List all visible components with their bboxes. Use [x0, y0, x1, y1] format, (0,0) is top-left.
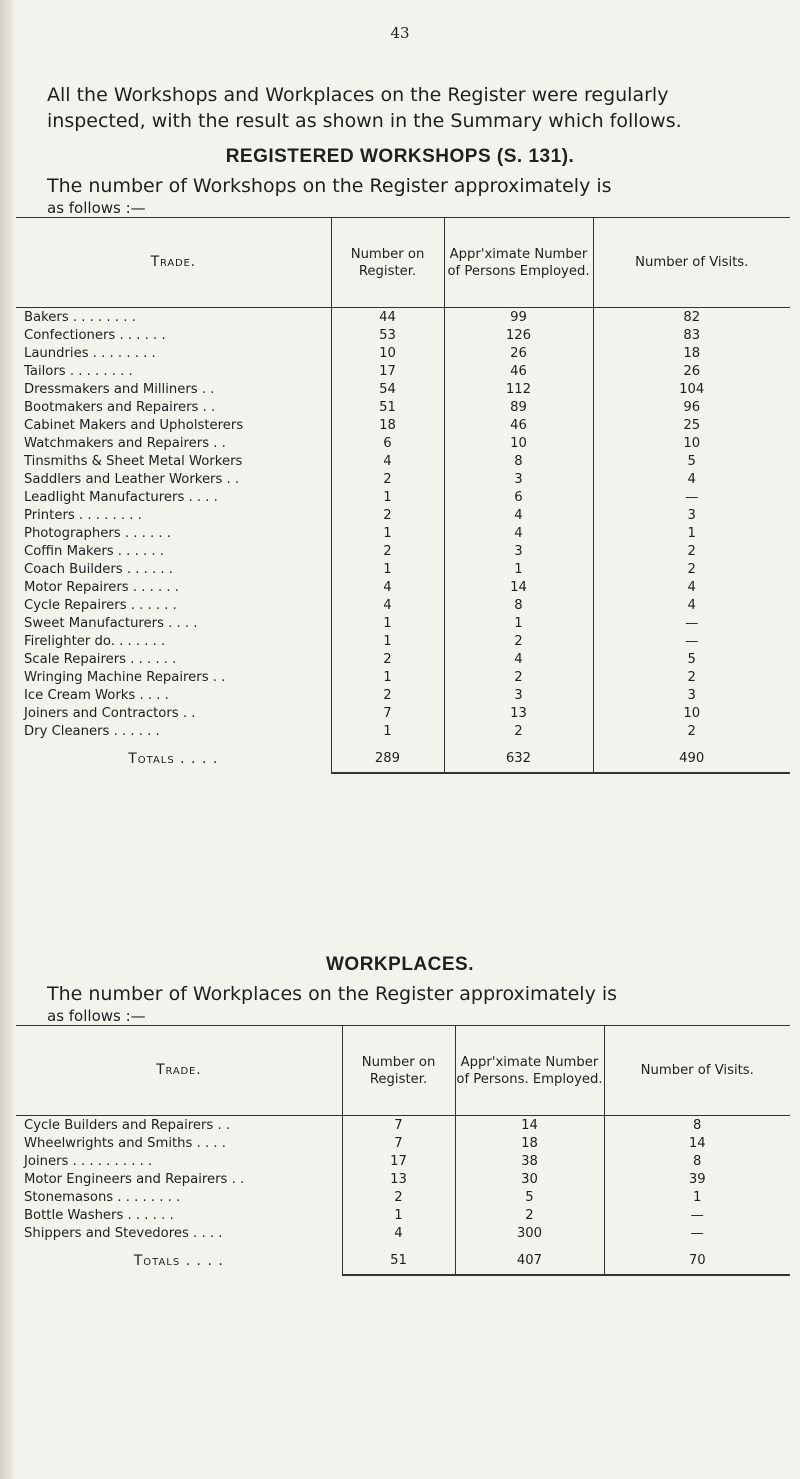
trade-cell: Bottle Washers . . . . . .: [24, 1207, 174, 1223]
column-header-visits: Number of Visits.: [593, 218, 790, 308]
register-count-cell: 2: [331, 650, 444, 668]
register-count-cell: 2: [331, 506, 444, 524]
visits-count-cell: 2: [593, 560, 790, 578]
table-row: [16, 416, 790, 434]
register-count-cell: 2: [342, 1188, 455, 1206]
trade-cell: Bakers . . . . . . . .: [24, 309, 136, 325]
register-count-cell: 2: [331, 542, 444, 560]
persons-count-cell: 3: [444, 542, 593, 560]
trade-cell: Dressmakers and Milliners . .: [24, 381, 215, 397]
visits-count-cell: 2: [593, 668, 790, 686]
register-count-cell: 44: [331, 308, 444, 327]
persons-count-cell: 89: [444, 398, 593, 416]
table-row: [16, 506, 790, 524]
table-row: [16, 344, 790, 362]
register-count-cell: 1: [331, 488, 444, 506]
workshops-heading: REGISTERED WORKSHOPS (S. 131).: [225, 146, 575, 167]
visits-count-cell: —: [604, 1224, 790, 1242]
intro-paragraph: All the Workshops and Workplaces on the Register were regularly inspected, with the result as shown in the Summary which follows.: [47, 84, 682, 132]
visits-count-cell: 26: [593, 362, 790, 380]
persons-count-cell: 5: [455, 1188, 604, 1206]
visits-count-total: 490: [593, 744, 790, 773]
column-header-visits: Number of Visits.: [604, 1026, 790, 1116]
persons-count-cell: 1: [444, 560, 593, 578]
trade-cell: Cabinet Makers and Upholsterers: [24, 417, 244, 433]
register-count-cell: 1: [331, 524, 444, 542]
register-count-cell: 7: [342, 1134, 455, 1152]
visits-count-cell: 5: [593, 650, 790, 668]
register-count-cell: 4: [342, 1224, 455, 1242]
trade-cell: Saddlers and Leather Workers . .: [24, 471, 240, 487]
table-row: [16, 722, 790, 740]
visits-count-cell: 10: [593, 434, 790, 452]
persons-count-cell: 6: [444, 488, 593, 506]
register-count-cell: 10: [331, 344, 444, 362]
visits-count-cell: 25: [593, 416, 790, 434]
table-row: [16, 380, 790, 398]
register-count-cell: 1: [342, 1206, 455, 1224]
persons-count-cell: 99: [444, 308, 593, 327]
totals-row: [16, 744, 790, 773]
visits-count-cell: 82: [593, 308, 790, 327]
register-count-cell: 4: [331, 596, 444, 614]
visits-count-cell: 4: [593, 578, 790, 596]
register-count-cell: 1: [331, 668, 444, 686]
persons-count-cell: 4: [444, 506, 593, 524]
register-count-cell: 51: [331, 398, 444, 416]
persons-count-cell: 46: [444, 416, 593, 434]
table-row: [16, 560, 790, 578]
page-binding-edge: [0, 0, 16, 1479]
persons-count-cell: 1: [444, 614, 593, 632]
table-row: [16, 452, 790, 470]
table-row: [16, 596, 790, 614]
table-header-row: [16, 218, 790, 308]
visits-count-cell: 1: [604, 1188, 790, 1206]
trade-cell: Leadlight Manufacturers . . . .: [24, 489, 218, 505]
visits-count-cell: 3: [593, 506, 790, 524]
visits-count-cell: 2: [593, 722, 790, 740]
register-count-cell: 7: [342, 1116, 455, 1135]
workplaces-lead: [47, 983, 757, 1027]
persons-count-cell: 46: [444, 362, 593, 380]
register-count-total: 289: [331, 744, 444, 773]
visits-count-cell: 18: [593, 344, 790, 362]
persons-count-cell: 8: [444, 596, 593, 614]
table-row: [16, 1152, 790, 1170]
persons-count-cell: 2: [455, 1206, 604, 1224]
trade-cell: Joiners and Contractors . .: [24, 705, 196, 721]
register-count-cell: 4: [331, 578, 444, 596]
register-count-cell: 2: [331, 686, 444, 704]
register-count-cell: 54: [331, 380, 444, 398]
trade-cell: Dry Cleaners . . . . . .: [24, 723, 160, 739]
trade-cell: Scale Repairers . . . . . .: [24, 651, 177, 667]
persons-count-total: 632: [444, 744, 593, 773]
workshops-lead-text: The number of Workshops on the Register approximately is: [47, 175, 612, 197]
persons-count-total: 407: [455, 1246, 604, 1275]
table-row: [16, 488, 790, 506]
visits-count-cell: —: [593, 488, 790, 506]
table-row: [16, 1116, 790, 1135]
persons-count-cell: 112: [444, 380, 593, 398]
table-row: [16, 1134, 790, 1152]
trade-cell: Cycle Builders and Repairers . .: [24, 1117, 231, 1133]
totals-label: Totals . . . .: [128, 750, 219, 767]
visits-count-cell: 1: [593, 524, 790, 542]
totals-row: [16, 1246, 790, 1275]
visits-count-cell: 5: [593, 452, 790, 470]
trade-cell: Coffin Makers . . . . . .: [24, 543, 164, 559]
column-header-register: Number on Register.: [342, 1026, 455, 1116]
trade-cell: Printers . . . . . . . .: [24, 507, 142, 523]
visits-count-cell: 96: [593, 398, 790, 416]
persons-count-cell: 38: [455, 1152, 604, 1170]
column-header-trade: Trade.: [150, 254, 196, 270]
trade-cell: Bootmakers and Repairers . .: [24, 399, 216, 415]
column-header-persons: Appr'ximate Number of Persons. Employed.: [455, 1026, 604, 1116]
visits-count-cell: 2: [593, 542, 790, 560]
register-count-cell: 53: [331, 326, 444, 344]
table-row: [16, 704, 790, 722]
persons-count-cell: 2: [444, 722, 593, 740]
visits-count-cell: —: [593, 614, 790, 632]
persons-count-cell: 2: [444, 668, 593, 686]
totals-label: Totals . . . .: [133, 1252, 224, 1269]
register-count-cell: 17: [331, 362, 444, 380]
trade-cell: Photographers . . . . . .: [24, 525, 171, 541]
register-count-cell: 2: [331, 470, 444, 488]
visits-count-cell: 14: [604, 1134, 790, 1152]
table-row: [16, 434, 790, 452]
table-row: [16, 542, 790, 560]
workshops-lead: [47, 175, 757, 219]
register-count-cell: 7: [331, 704, 444, 722]
register-count-total: 51: [342, 1246, 455, 1275]
persons-count-cell: 4: [444, 524, 593, 542]
trade-cell: Confectioners . . . . . .: [24, 327, 166, 343]
page-number: 43: [390, 24, 410, 42]
register-count-cell: 6: [331, 434, 444, 452]
column-header-persons: Appr'ximate Number of Persons Employed.: [444, 218, 593, 308]
trade-cell: Coach Builders . . . . . .: [24, 561, 173, 577]
visits-count-cell: —: [593, 632, 790, 650]
visits-count-cell: 39: [604, 1170, 790, 1188]
register-count-cell: 4: [331, 452, 444, 470]
register-count-cell: 1: [331, 614, 444, 632]
trade-cell: Cycle Repairers . . . . . .: [24, 597, 177, 613]
table-row: [16, 686, 790, 704]
persons-count-cell: 8: [444, 452, 593, 470]
persons-count-cell: 26: [444, 344, 593, 362]
persons-count-cell: 3: [444, 470, 593, 488]
register-count-cell: 17: [342, 1152, 455, 1170]
trade-cell: Ice Cream Works . . . .: [24, 687, 169, 703]
persons-count-cell: 18: [455, 1134, 604, 1152]
table-row: [16, 1224, 790, 1242]
visits-count-cell: —: [604, 1206, 790, 1224]
trade-cell: Watchmakers and Repairers . .: [24, 435, 226, 451]
table-row: [16, 326, 790, 344]
persons-count-cell: 14: [455, 1116, 604, 1135]
workplaces-heading: WORKPLACES.: [326, 954, 474, 975]
table-row: [16, 668, 790, 686]
table-row: [16, 308, 790, 327]
persons-count-cell: 300: [455, 1224, 604, 1242]
persons-count-cell: 126: [444, 326, 593, 344]
visits-count-cell: 3: [593, 686, 790, 704]
workplaces-table: [16, 1025, 790, 1276]
trade-cell: Tailors . . . . . . . .: [24, 363, 133, 379]
table-row: [16, 470, 790, 488]
table-row: [16, 398, 790, 416]
persons-count-cell: 14: [444, 578, 593, 596]
register-count-cell: 1: [331, 722, 444, 740]
table-row: [16, 650, 790, 668]
visits-count-total: 70: [604, 1246, 790, 1275]
trade-cell: Firelighter do. . . . . . .: [24, 633, 166, 649]
register-count-cell: 18: [331, 416, 444, 434]
trade-cell: Laundries . . . . . . . .: [24, 345, 156, 361]
workplaces-lead-follow: as follows :—: [47, 1007, 146, 1025]
trade-cell: Tinsmiths & Sheet Metal Workers: [24, 453, 243, 469]
visits-count-cell: 83: [593, 326, 790, 344]
table-row: [16, 1206, 790, 1224]
trade-cell: Shippers and Stevedores . . . .: [24, 1225, 223, 1241]
table-row: [16, 524, 790, 542]
column-header-trade: Trade.: [156, 1062, 202, 1078]
persons-count-cell: 3: [444, 686, 593, 704]
visits-count-cell: 8: [604, 1152, 790, 1170]
trade-cell: Motor Repairers . . . . . .: [24, 579, 179, 595]
visits-count-cell: 4: [593, 596, 790, 614]
workshops-table: [16, 217, 790, 774]
visits-count-cell: 104: [593, 380, 790, 398]
register-count-cell: 1: [331, 632, 444, 650]
visits-count-cell: 4: [593, 470, 790, 488]
table-row: [16, 362, 790, 380]
table-row: [16, 578, 790, 596]
table-row: [16, 1188, 790, 1206]
trade-cell: Motor Engineers and Repairers . .: [24, 1171, 245, 1187]
trade-cell: Wheelwrights and Smiths . . . .: [24, 1135, 226, 1151]
trade-cell: Stonemasons . . . . . . . .: [24, 1189, 181, 1205]
persons-count-cell: 2: [444, 632, 593, 650]
table-row: [16, 632, 790, 650]
column-header-register: Number on Register.: [331, 218, 444, 308]
persons-count-cell: 4: [444, 650, 593, 668]
table-header-row: [16, 1026, 790, 1116]
trade-cell: Joiners . . . . . . . . . .: [24, 1153, 153, 1169]
persons-count-cell: 10: [444, 434, 593, 452]
visits-count-cell: 8: [604, 1116, 790, 1135]
workshops-lead-follow: as follows :—: [47, 199, 146, 217]
workplaces-lead-text: The number of Workplaces on the Register approximately is: [47, 983, 618, 1005]
persons-count-cell: 13: [444, 704, 593, 722]
visits-count-cell: 10: [593, 704, 790, 722]
register-count-cell: 1: [331, 560, 444, 578]
table-row: [16, 1170, 790, 1188]
trade-cell: Wringing Machine Repairers . .: [24, 669, 226, 685]
trade-cell: Sweet Manufacturers . . . .: [24, 615, 198, 631]
register-count-cell: 13: [342, 1170, 455, 1188]
persons-count-cell: 30: [455, 1170, 604, 1188]
table-row: [16, 614, 790, 632]
